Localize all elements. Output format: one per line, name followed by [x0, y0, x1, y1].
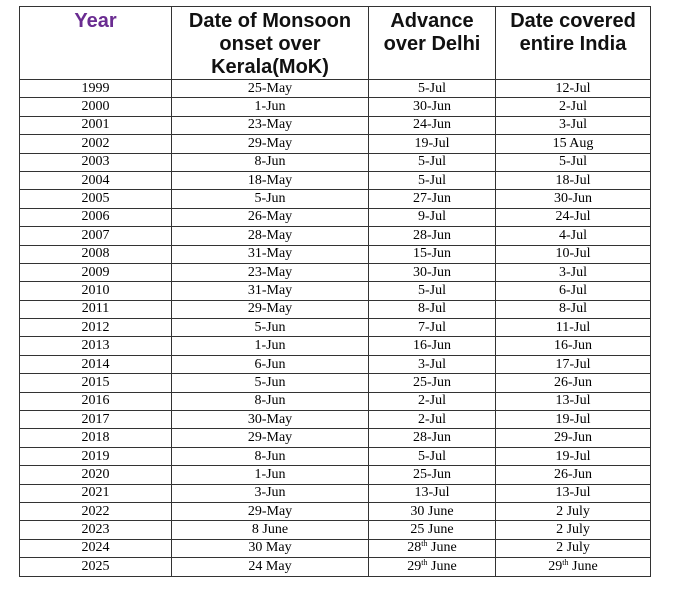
year-cell: 2014 — [20, 355, 172, 373]
delhi-advance-cell: 5-Jul — [369, 80, 496, 98]
kerala-onset-cell: 5-Jun — [172, 374, 369, 392]
header-row — [20, 7, 651, 80]
kerala-onset-cell: 8-Jun — [172, 392, 369, 410]
entire-india-cell: 29-Jun — [496, 429, 651, 447]
entire-india-cell: 19-Jul — [496, 411, 651, 429]
kerala-onset-cell: 1-Jun — [172, 466, 369, 484]
kerala-onset-cell: 8-Jun — [172, 153, 369, 171]
entire-india-cell: 8-Jul — [496, 300, 651, 318]
table-row — [20, 80, 651, 98]
table-row — [20, 484, 651, 502]
kerala-onset-cell: 30 May — [172, 539, 369, 557]
delhi-advance-cell: 25 June — [369, 521, 496, 539]
year-cell: 2024 — [20, 539, 172, 557]
year-cell: 2009 — [20, 263, 172, 281]
entire-india-cell: 5-Jul — [496, 153, 651, 171]
year-cell: 2007 — [20, 227, 172, 245]
year-cell: 2003 — [20, 153, 172, 171]
entire-india-cell: 2-Jul — [496, 98, 651, 116]
kerala-onset-cell: 1-Jun — [172, 98, 369, 116]
kerala-onset-cell: 29-May — [172, 502, 369, 520]
table-row — [20, 337, 651, 355]
entire-india-cell: 2 July — [496, 521, 651, 539]
table-row — [20, 466, 651, 484]
entire-india-cell: 26-Jun — [496, 374, 651, 392]
kerala-onset-cell: 23-May — [172, 116, 369, 134]
ordinal-suffix: th — [421, 557, 428, 567]
delhi-advance-cell: 24-Jun — [369, 116, 496, 134]
year-cell: 2013 — [20, 337, 172, 355]
delhi-advance-cell: 2-Jul — [369, 392, 496, 410]
kerala-onset-cell: 31-May — [172, 245, 369, 263]
year-cell: 1999 — [20, 80, 172, 98]
year-cell: 2021 — [20, 484, 172, 502]
entire-india-cell: 16-Jun — [496, 337, 651, 355]
delhi-advance-cell: 7-Jul — [369, 319, 496, 337]
year-cell: 2023 — [20, 521, 172, 539]
delhi-advance-cell: 30-Jun — [369, 263, 496, 281]
table-row — [20, 411, 651, 429]
table-row — [20, 245, 651, 263]
entire-india-cell: 15 Aug — [496, 135, 651, 153]
year-cell: 2019 — [20, 447, 172, 465]
year-cell: 2002 — [20, 135, 172, 153]
year-cell: 2001 — [20, 116, 172, 134]
kerala-onset-cell: 29-May — [172, 429, 369, 447]
table-row — [20, 227, 651, 245]
year-cell: 2020 — [20, 466, 172, 484]
kerala-onset-cell: 5-Jun — [172, 190, 369, 208]
table-header — [20, 7, 651, 80]
kerala-onset-cell: 8-Jun — [172, 447, 369, 465]
delhi-advance-cell: 28-Jun — [369, 429, 496, 447]
year-cell: 2022 — [20, 502, 172, 520]
entire-india-cell: 4-Jul — [496, 227, 651, 245]
table-row — [20, 135, 651, 153]
year-cell: 2016 — [20, 392, 172, 410]
entire-india-cell: 3-Jul — [496, 263, 651, 281]
table-row — [20, 282, 651, 300]
entire-india-cell: 10-Jul — [496, 245, 651, 263]
table-row — [20, 116, 651, 134]
delhi-advance-cell: 16-Jun — [369, 337, 496, 355]
entire-india-cell: 18-Jul — [496, 171, 651, 189]
kerala-onset-cell: 6-Jun — [172, 355, 369, 373]
table-row — [20, 319, 651, 337]
kerala-onset-cell: 3-Jun — [172, 484, 369, 502]
delhi-advance-cell: 30 June — [369, 502, 496, 520]
ordinal-suffix: th — [562, 557, 569, 567]
year-cell: 2025 — [20, 558, 172, 576]
header-year: Year — [20, 7, 172, 80]
year-cell: 2010 — [20, 282, 172, 300]
kerala-onset-cell: 1-Jun — [172, 337, 369, 355]
kerala-onset-cell: 31-May — [172, 282, 369, 300]
table-row — [20, 171, 651, 189]
year-cell: 2000 — [20, 98, 172, 116]
delhi-advance-cell: 19-Jul — [369, 135, 496, 153]
year-cell: 2018 — [20, 429, 172, 447]
table-row — [20, 374, 651, 392]
delhi-advance-cell: 27-Jun — [369, 190, 496, 208]
entire-india-cell: 13-Jul — [496, 484, 651, 502]
year-cell: 2011 — [20, 300, 172, 318]
table-row — [20, 263, 651, 281]
entire-india-cell: 29th June — [496, 558, 651, 576]
table-row — [20, 153, 651, 171]
delhi-advance-cell: 25-Jun — [369, 466, 496, 484]
table-row — [20, 208, 651, 226]
kerala-onset-cell: 30-May — [172, 411, 369, 429]
header-kerala-onset: Date of Monsoon onset over Kerala(MoK) — [172, 7, 369, 80]
entire-india-cell: 26-Jun — [496, 466, 651, 484]
year-cell: 2005 — [20, 190, 172, 208]
entire-india-cell: 2 July — [496, 502, 651, 520]
table-row — [20, 502, 651, 520]
kerala-onset-cell: 23-May — [172, 263, 369, 281]
table-row — [20, 190, 651, 208]
table-row — [20, 558, 651, 576]
delhi-advance-cell: 5-Jul — [369, 282, 496, 300]
entire-india-cell: 17-Jul — [496, 355, 651, 373]
year-cell: 2015 — [20, 374, 172, 392]
header-delhi-advance: Advance over Delhi — [369, 7, 496, 80]
delhi-advance-cell: 8-Jul — [369, 300, 496, 318]
table-row — [20, 429, 651, 447]
kerala-onset-cell: 24 May — [172, 558, 369, 576]
entire-india-cell: 12-Jul — [496, 80, 651, 98]
year-cell: 2017 — [20, 411, 172, 429]
table-row — [20, 98, 651, 116]
kerala-onset-cell: 8 June — [172, 521, 369, 539]
entire-india-cell: 13-Jul — [496, 392, 651, 410]
ordinal-suffix: th — [421, 539, 428, 549]
table-row — [20, 300, 651, 318]
header-entire-india: Date covered entire India — [496, 7, 651, 80]
monsoon-table — [19, 6, 651, 577]
delhi-advance-cell: 25-Jun — [369, 374, 496, 392]
entire-india-cell: 11-Jul — [496, 319, 651, 337]
delhi-advance-cell: 13-Jul — [369, 484, 496, 502]
year-cell: 2008 — [20, 245, 172, 263]
year-cell: 2004 — [20, 171, 172, 189]
table-body — [20, 80, 651, 577]
delhi-advance-cell: 28-Jun — [369, 227, 496, 245]
kerala-onset-cell: 26-May — [172, 208, 369, 226]
table-row — [20, 539, 651, 557]
delhi-advance-cell: 28th June — [369, 539, 496, 557]
table-row — [20, 447, 651, 465]
year-cell: 2006 — [20, 208, 172, 226]
kerala-onset-cell: 29-May — [172, 300, 369, 318]
entire-india-cell: 3-Jul — [496, 116, 651, 134]
kerala-onset-cell: 29-May — [172, 135, 369, 153]
table-row — [20, 521, 651, 539]
entire-india-cell: 30-Jun — [496, 190, 651, 208]
kerala-onset-cell: 28-May — [172, 227, 369, 245]
delhi-advance-cell: 5-Jul — [369, 153, 496, 171]
delhi-advance-cell: 9-Jul — [369, 208, 496, 226]
table-row — [20, 355, 651, 373]
delhi-advance-cell: 2-Jul — [369, 411, 496, 429]
delhi-advance-cell: 29th June — [369, 558, 496, 576]
year-cell: 2012 — [20, 319, 172, 337]
delhi-advance-cell: 5-Jul — [369, 447, 496, 465]
entire-india-cell: 19-Jul — [496, 447, 651, 465]
kerala-onset-cell: 5-Jun — [172, 319, 369, 337]
entire-india-cell: 6-Jul — [496, 282, 651, 300]
entire-india-cell: 2 July — [496, 539, 651, 557]
delhi-advance-cell: 5-Jul — [369, 171, 496, 189]
kerala-onset-cell: 25-May — [172, 80, 369, 98]
delhi-advance-cell: 15-Jun — [369, 245, 496, 263]
delhi-advance-cell: 3-Jul — [369, 355, 496, 373]
entire-india-cell: 24-Jul — [496, 208, 651, 226]
table-row — [20, 392, 651, 410]
kerala-onset-cell: 18-May — [172, 171, 369, 189]
delhi-advance-cell: 30-Jun — [369, 98, 496, 116]
